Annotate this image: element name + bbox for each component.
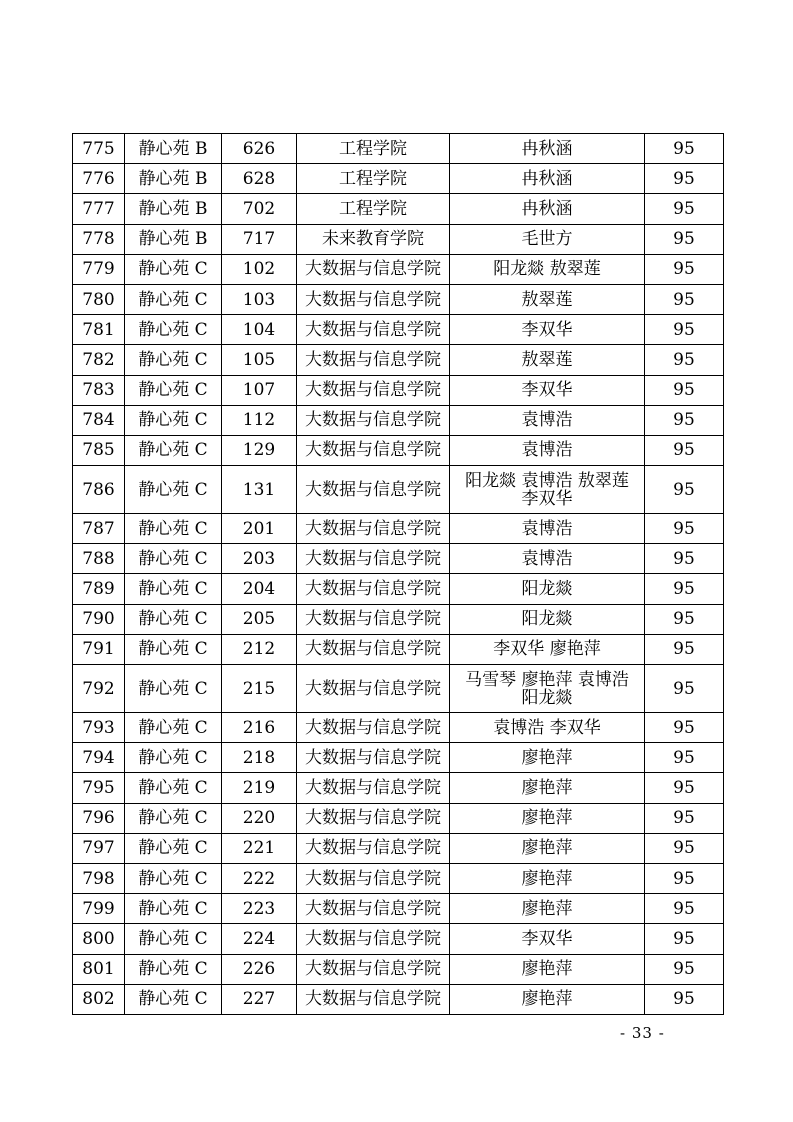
- college-cell: 大数据与信息学院: [297, 514, 450, 544]
- room-cell: 131: [222, 466, 297, 514]
- score-cell: 95: [645, 466, 724, 514]
- score-cell: 95: [645, 743, 724, 773]
- table-row: [73, 254, 724, 284]
- score-cell: 95: [645, 194, 724, 224]
- college-cell: 大数据与信息学院: [297, 574, 450, 604]
- room-cell: 107: [222, 375, 297, 405]
- row-number-cell: 783: [73, 375, 125, 405]
- names-cell: 阳龙燚: [450, 604, 645, 634]
- table-row: [73, 773, 724, 803]
- room-cell: 628: [222, 164, 297, 194]
- room-cell: 216: [222, 713, 297, 743]
- row-number-cell: 786: [73, 466, 125, 514]
- college-cell: 大数据与信息学院: [297, 803, 450, 833]
- table-row: [73, 514, 724, 544]
- score-cell: 95: [645, 134, 724, 164]
- names-cell: 廖艳萍: [450, 833, 645, 863]
- room-cell: 220: [222, 803, 297, 833]
- building-cell: 静心苑 C: [125, 435, 222, 465]
- building-cell: 静心苑 C: [125, 954, 222, 984]
- building-cell: 静心苑 C: [125, 803, 222, 833]
- college-cell: 工程学院: [297, 134, 450, 164]
- row-number-cell: 779: [73, 254, 125, 284]
- table-row: [73, 544, 724, 574]
- row-number-cell: 799: [73, 894, 125, 924]
- dorm-score-table: [72, 133, 724, 1015]
- room-cell: 219: [222, 773, 297, 803]
- score-cell: 95: [645, 665, 724, 713]
- names-line: 李双华: [521, 488, 573, 509]
- row-number-cell: 802: [73, 984, 125, 1014]
- table-body: [73, 134, 724, 1015]
- table-row: [73, 833, 724, 863]
- building-cell: 静心苑 C: [125, 345, 222, 375]
- table-row: [73, 863, 724, 893]
- names-cell: 廖艳萍: [450, 894, 645, 924]
- room-cell: 212: [222, 634, 297, 664]
- row-number-cell: 795: [73, 773, 125, 803]
- building-cell: 静心苑 C: [125, 405, 222, 435]
- building-cell: 静心苑 C: [125, 466, 222, 514]
- building-cell: 静心苑 C: [125, 894, 222, 924]
- score-cell: 95: [645, 224, 724, 254]
- score-cell: 95: [645, 863, 724, 893]
- room-cell: 104: [222, 315, 297, 345]
- score-cell: 95: [645, 405, 724, 435]
- table-row: [73, 345, 724, 375]
- building-cell: 静心苑 C: [125, 375, 222, 405]
- table-row: [73, 984, 724, 1014]
- score-cell: 95: [645, 254, 724, 284]
- table-row: [73, 604, 724, 634]
- score-cell: 95: [645, 894, 724, 924]
- score-cell: 95: [645, 604, 724, 634]
- score-cell: 95: [645, 315, 724, 345]
- table-row: [73, 435, 724, 465]
- page-number: - 33 -: [620, 1024, 665, 1042]
- names-cell: 毛世方: [450, 224, 645, 254]
- college-cell: 大数据与信息学院: [297, 604, 450, 634]
- names-cell: 敖翠莲: [450, 345, 645, 375]
- table-row: [73, 315, 724, 345]
- building-cell: 静心苑 C: [125, 665, 222, 713]
- names-line: 阳龙燚 袁博浩 敖翠莲: [465, 470, 629, 491]
- college-cell: 大数据与信息学院: [297, 773, 450, 803]
- names-cell: 李双华 廖艳萍: [450, 634, 645, 664]
- names-cell: 冉秋涵: [450, 194, 645, 224]
- row-number-cell: 777: [73, 194, 125, 224]
- score-cell: 95: [645, 164, 724, 194]
- row-number-cell: 794: [73, 743, 125, 773]
- college-cell: 大数据与信息学院: [297, 954, 450, 984]
- row-number-cell: 790: [73, 604, 125, 634]
- table-row: [73, 194, 724, 224]
- row-number-cell: 787: [73, 514, 125, 544]
- table-row: [73, 743, 724, 773]
- room-cell: 221: [222, 833, 297, 863]
- score-cell: 95: [645, 574, 724, 604]
- score-cell: 95: [645, 375, 724, 405]
- names-cell: 李双华: [450, 375, 645, 405]
- names-cell: 廖艳萍: [450, 984, 645, 1014]
- table-row: [73, 134, 724, 164]
- table-row: [73, 713, 724, 743]
- building-cell: 静心苑 C: [125, 924, 222, 954]
- college-cell: 大数据与信息学院: [297, 544, 450, 574]
- score-cell: 95: [645, 713, 724, 743]
- room-cell: 102: [222, 254, 297, 284]
- row-number-cell: 796: [73, 803, 125, 833]
- table-row: [73, 574, 724, 604]
- college-cell: 工程学院: [297, 164, 450, 194]
- room-cell: 227: [222, 984, 297, 1014]
- table-row: [73, 284, 724, 314]
- names-cell: 廖艳萍: [450, 743, 645, 773]
- table-row: [73, 894, 724, 924]
- building-cell: 静心苑 C: [125, 634, 222, 664]
- building-cell: 静心苑 B: [125, 134, 222, 164]
- names-cell: 冉秋涵: [450, 164, 645, 194]
- row-number-cell: 789: [73, 574, 125, 604]
- table-row: [73, 466, 724, 514]
- names-cell: 冉秋涵: [450, 134, 645, 164]
- names-cell: [450, 466, 645, 514]
- room-cell: 129: [222, 435, 297, 465]
- score-cell: 95: [645, 833, 724, 863]
- score-cell: 95: [645, 514, 724, 544]
- names-cell: 李双华: [450, 315, 645, 345]
- building-cell: 静心苑 C: [125, 574, 222, 604]
- row-number-cell: 776: [73, 164, 125, 194]
- building-cell: 静心苑 C: [125, 254, 222, 284]
- building-cell: 静心苑 C: [125, 743, 222, 773]
- room-cell: 224: [222, 924, 297, 954]
- building-cell: 静心苑 B: [125, 164, 222, 194]
- names-cell: 廖艳萍: [450, 863, 645, 893]
- row-number-cell: 793: [73, 713, 125, 743]
- college-cell: 大数据与信息学院: [297, 984, 450, 1014]
- table-row: [73, 164, 724, 194]
- row-number-cell: 797: [73, 833, 125, 863]
- table-row: [73, 634, 724, 664]
- row-number-cell: 778: [73, 224, 125, 254]
- college-cell: 大数据与信息学院: [297, 345, 450, 375]
- room-cell: 201: [222, 514, 297, 544]
- names-cell: [450, 665, 645, 713]
- college-cell: 未来教育学院: [297, 224, 450, 254]
- building-cell: 静心苑 C: [125, 713, 222, 743]
- room-cell: 702: [222, 194, 297, 224]
- row-number-cell: 798: [73, 863, 125, 893]
- score-cell: 95: [645, 954, 724, 984]
- names-cell: 阳龙燚 敖翠莲: [450, 254, 645, 284]
- room-cell: 222: [222, 863, 297, 893]
- row-number-cell: 780: [73, 284, 125, 314]
- building-cell: 静心苑 C: [125, 604, 222, 634]
- college-cell: 大数据与信息学院: [297, 894, 450, 924]
- row-number-cell: 785: [73, 435, 125, 465]
- row-number-cell: 781: [73, 315, 125, 345]
- room-cell: 103: [222, 284, 297, 314]
- building-cell: 静心苑 C: [125, 863, 222, 893]
- building-cell: 静心苑 B: [125, 224, 222, 254]
- table-row: [73, 224, 724, 254]
- score-cell: 95: [645, 345, 724, 375]
- score-cell: 95: [645, 435, 724, 465]
- names-line: 阳龙燚: [521, 687, 573, 708]
- row-number-cell: 782: [73, 345, 125, 375]
- names-cell: 阳龙燚: [450, 574, 645, 604]
- row-number-cell: 801: [73, 954, 125, 984]
- room-cell: 226: [222, 954, 297, 984]
- college-cell: 大数据与信息学院: [297, 375, 450, 405]
- row-number-cell: 791: [73, 634, 125, 664]
- college-cell: 大数据与信息学院: [297, 435, 450, 465]
- names-cell: 袁博浩: [450, 405, 645, 435]
- room-cell: 105: [222, 345, 297, 375]
- room-cell: 218: [222, 743, 297, 773]
- table-row: [73, 405, 724, 435]
- score-cell: 95: [645, 634, 724, 664]
- names-cell: 廖艳萍: [450, 803, 645, 833]
- names-cell: 李双华: [450, 924, 645, 954]
- room-cell: 626: [222, 134, 297, 164]
- room-cell: 204: [222, 574, 297, 604]
- room-cell: 112: [222, 405, 297, 435]
- college-cell: 大数据与信息学院: [297, 833, 450, 863]
- room-cell: 215: [222, 665, 297, 713]
- table-row: [73, 665, 724, 713]
- room-cell: 203: [222, 544, 297, 574]
- college-cell: 大数据与信息学院: [297, 405, 450, 435]
- table-row: [73, 375, 724, 405]
- building-cell: 静心苑 C: [125, 984, 222, 1014]
- college-cell: 大数据与信息学院: [297, 315, 450, 345]
- score-cell: 95: [645, 544, 724, 574]
- score-cell: 95: [645, 284, 724, 314]
- row-number-cell: 784: [73, 405, 125, 435]
- table-row: [73, 954, 724, 984]
- college-cell: 大数据与信息学院: [297, 924, 450, 954]
- names-cell: 敖翠莲: [450, 284, 645, 314]
- room-cell: 717: [222, 224, 297, 254]
- row-number-cell: 800: [73, 924, 125, 954]
- score-cell: 95: [645, 924, 724, 954]
- college-cell: 大数据与信息学院: [297, 634, 450, 664]
- row-number-cell: 788: [73, 544, 125, 574]
- names-line: 马雪琴 廖艳萍 袁博浩: [465, 669, 629, 690]
- building-cell: 静心苑 C: [125, 544, 222, 574]
- college-cell: 大数据与信息学院: [297, 863, 450, 893]
- names-cell: 廖艳萍: [450, 954, 645, 984]
- college-cell: 大数据与信息学院: [297, 713, 450, 743]
- score-cell: 95: [645, 773, 724, 803]
- college-cell: 大数据与信息学院: [297, 254, 450, 284]
- score-cell: 95: [645, 984, 724, 1014]
- building-cell: 静心苑 C: [125, 833, 222, 863]
- row-number-cell: 792: [73, 665, 125, 713]
- building-cell: 静心苑 B: [125, 194, 222, 224]
- room-cell: 223: [222, 894, 297, 924]
- names-cell: 廖艳萍: [450, 773, 645, 803]
- building-cell: 静心苑 C: [125, 315, 222, 345]
- names-cell: 袁博浩 李双华: [450, 713, 645, 743]
- row-number-cell: 775: [73, 134, 125, 164]
- building-cell: 静心苑 C: [125, 284, 222, 314]
- score-cell: 95: [645, 803, 724, 833]
- college-cell: 大数据与信息学院: [297, 466, 450, 514]
- building-cell: 静心苑 C: [125, 773, 222, 803]
- college-cell: 大数据与信息学院: [297, 665, 450, 713]
- college-cell: 大数据与信息学院: [297, 743, 450, 773]
- names-cell: 袁博浩: [450, 435, 645, 465]
- college-cell: 工程学院: [297, 194, 450, 224]
- college-cell: 大数据与信息学院: [297, 284, 450, 314]
- table-row: [73, 924, 724, 954]
- names-cell: 袁博浩: [450, 514, 645, 544]
- room-cell: 205: [222, 604, 297, 634]
- table-row: [73, 803, 724, 833]
- names-cell: 袁博浩: [450, 544, 645, 574]
- building-cell: 静心苑 C: [125, 514, 222, 544]
